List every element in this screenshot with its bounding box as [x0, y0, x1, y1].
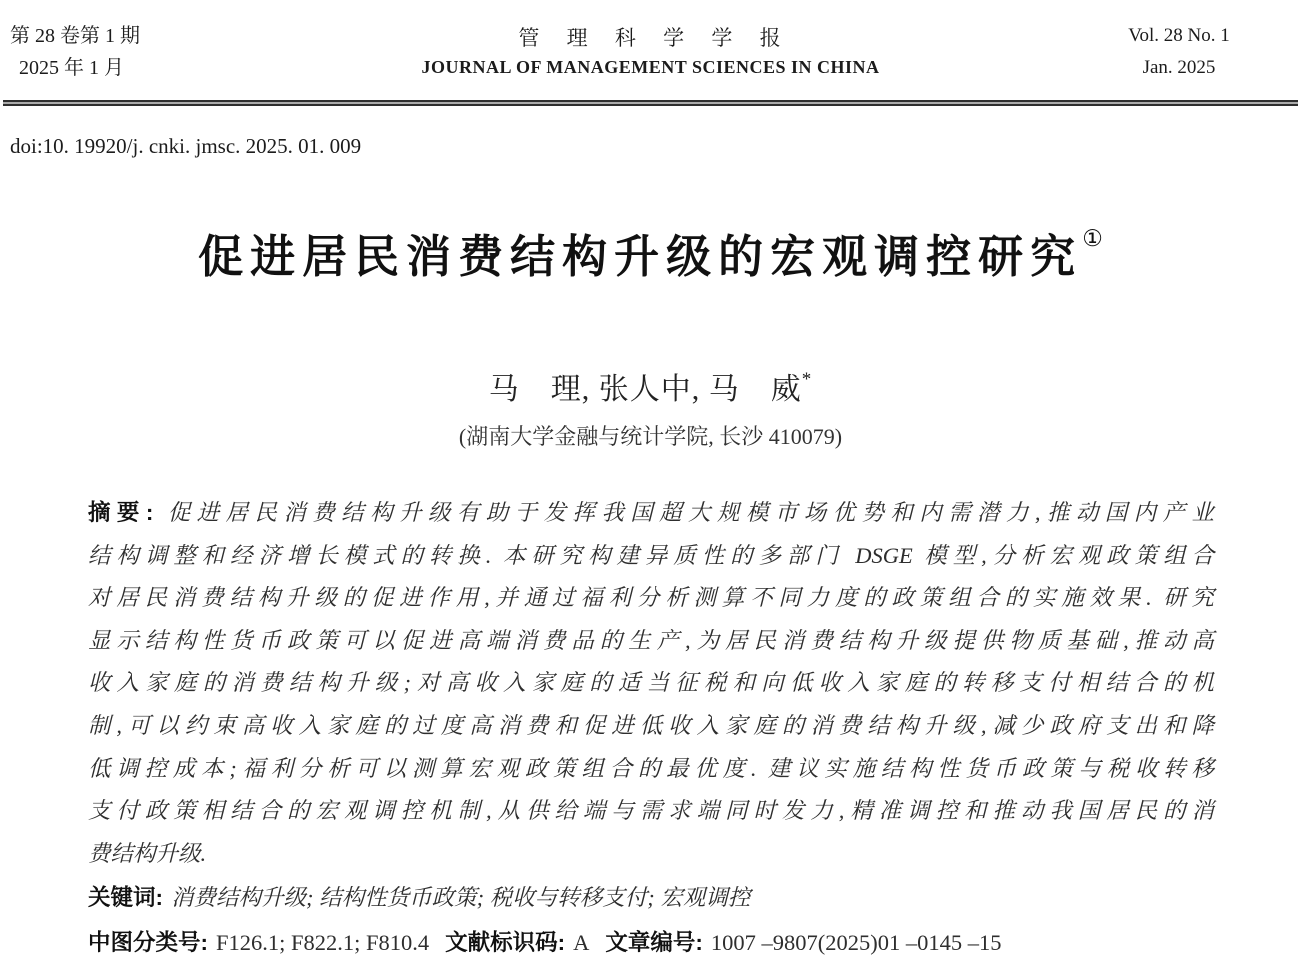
author-names: 马 理, 张人中, 马 威 [488, 373, 802, 406]
publication-date-cn: 2025 年 1 月 [19, 57, 124, 79]
volume-issue-cn: 第 28 卷第 1 期 [10, 25, 140, 47]
abstract-section [88, 492, 1214, 965]
clc-value: F126.1; F822.1; F810.4 [216, 929, 430, 955]
abstract-line: 收入家庭的消费结构升级;对高收入家庭的适当征税和向低收入家庭的转移支付相结合的机 [88, 670, 1214, 696]
doc-code-value: A [573, 929, 590, 955]
paper-title [0, 220, 1301, 285]
article-id-value: 1007 –9807(2025)01 –0145 –15 [710, 929, 1002, 955]
abstract-line: 制,可以约束高收入家庭的过度高消费和促进低收入家庭的消费结构升级,减少政府支出和降 [88, 712, 1214, 738]
abstract-line: 结构调整和经济增长模式的转换. 本研究构建异质性的多部门 DSGE 模型,分析宏观政策组合 [88, 542, 1214, 568]
clc-label: 中图分类号: [88, 929, 208, 955]
abstract-line: 支付政策相结合的宏观调控机制,从供给端与需求端同时发力,精准调控和推动我国居民的消 [88, 798, 1214, 824]
journal-title-cn: 管 理 科 学 学 报 [518, 26, 783, 50]
keywords-label: 关键词: [88, 885, 163, 911]
abstract-line: 费结构升级. [88, 840, 207, 866]
publication-date-en: Jan. 2025 [1142, 57, 1216, 78]
header-center [0, 22, 1301, 78]
classification-line [88, 922, 1214, 965]
abstract-line [88, 492, 1214, 535]
authors-line [0, 364, 1301, 408]
paper-title-text: 促进居民消费结构升级的宏观调控研究 [198, 231, 1083, 282]
journal-title-en: JOURNAL OF MANAGEMENT SCIENCES IN CHINA [421, 57, 880, 77]
abstract-text: 促进居民消费结构升级有助于发挥我国超大规模市场优势和内需潜力,推动国内产业 [161, 500, 1214, 525]
header-double-rule [3, 100, 1298, 106]
abstract-line: 低调控成本;福利分析可以测算宏观政策组合的最优度. 建议实施结构性货币政策与税收转移 [88, 755, 1214, 781]
abstract-line: 对居民消费结构升级的促进作用,并通过福利分析测算不同力度的政策组合的实施效果. 研究 [88, 585, 1214, 611]
abstract-label: 摘要: [88, 500, 154, 525]
author-note-mark: * [801, 369, 813, 390]
title-footnote-mark: ① [1082, 225, 1103, 251]
header-right [1109, 20, 1249, 84]
volume-issue-en: Vol. 28 No. 1 [1128, 25, 1230, 46]
affiliation-line: (湖南大学金融与统计学院, 长沙 410079) [458, 424, 843, 449]
abstract-line: 显示结构性货币政策可以促进高端消费品的生产,为居民消费结构升级提供物质基础,推动高 [88, 627, 1214, 653]
keywords-line [88, 877, 1214, 920]
doi-line: doi:10. 19920/j. cnki. jmsc. 2025. 01. 009 [10, 134, 362, 158]
doc-code-label: 文献标识码: [445, 929, 566, 955]
keywords-text: 消费结构升级; 结构性货币政策; 税收与转移支付; 宏观调控 [171, 885, 751, 911]
article-id-label: 文章编号: [605, 929, 703, 955]
